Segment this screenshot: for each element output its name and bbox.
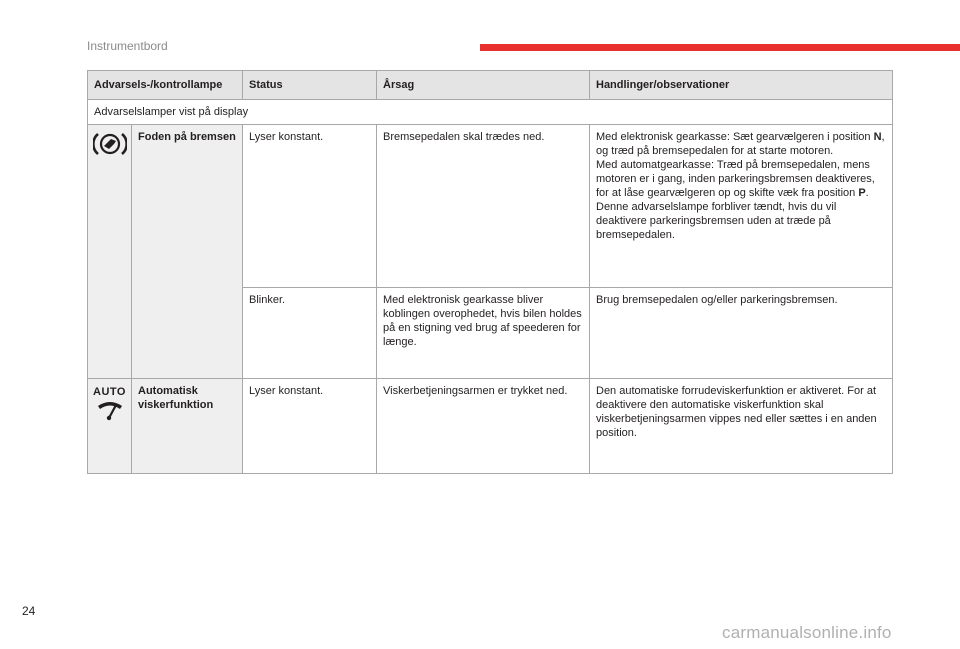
action-cell: Brug bremsepedalen og/eller parkeringsbremsen. [590,288,893,379]
foot-on-brake-icon [93,148,127,160]
lamp-icon-cell [88,379,132,474]
cause-cell: Med elektronisk gearkasse bliver koblingen overophedet, hvis bilen holdes på en stigning ved brug af speederen for længe. [377,288,590,379]
auto-label: AUTO [93,386,126,398]
action-text: Med elektronisk gearkasse: Sæt gearvælgeren i position [596,131,874,143]
section-title: Instrumentbord [87,39,168,53]
table-subheader-row [88,100,893,125]
action-text: Denne advarselslampe forbliver tændt, hvis du vil deaktivere parkeringsbremsen uden at træde på bremsepedalen. [596,201,837,241]
column-header-cause: Årsag [377,71,590,100]
action-cell [590,125,893,288]
page-number: 24 [22,604,36,618]
lamp-name: Foden på bremsen [132,125,243,379]
status-cell: Blinker. [243,288,377,379]
action-text: Med automatgearkasse: Træd på bremsepedalen, mens motoren er i gang, inden parkeringsbremsen deaktiveres, for at låse gearvælgeren op og skifte væk fra position [596,159,875,199]
action-cell: Den automatiske forrudeviskerfunktion er aktiveret. For at deaktivere den automatiske viskerfunktion skal viskerbetjeningsarmen vippes ned eller sættes i en anden position. [590,379,893,474]
column-header-status: Status [243,71,377,100]
table-header-row [88,71,893,100]
gear-position-n: N [873,131,882,143]
status-cell: Lyser konstant. [243,379,377,474]
lamp-name: Automatisk viskerfunktion [132,379,243,474]
header-accent-bar [480,44,960,51]
subheader-text: Advarselslamper vist på display [88,100,893,125]
cause-cell: Bremsepedalen skal trædes ned. [377,125,590,288]
table-row [88,379,893,474]
lamp-icon-cell [88,125,132,379]
auto-wiper-icon [95,413,125,425]
column-header-lamp: Advarsels-/kontrollampe [88,71,243,100]
column-header-actions: Handlinger/observationer [590,71,893,100]
status-cell: Lyser konstant. [243,125,377,288]
gear-position-p: P [858,187,866,199]
cause-cell: Viskerbetjeningsarmen er trykket ned. [377,379,590,474]
action-text: , og træd på bremsepedalen for at starte motoren. [596,131,885,157]
table-row [88,125,893,288]
warning-lamp-table [87,70,893,474]
action-text: . [865,187,869,199]
watermark: carmanualsonline.info [722,623,892,642]
